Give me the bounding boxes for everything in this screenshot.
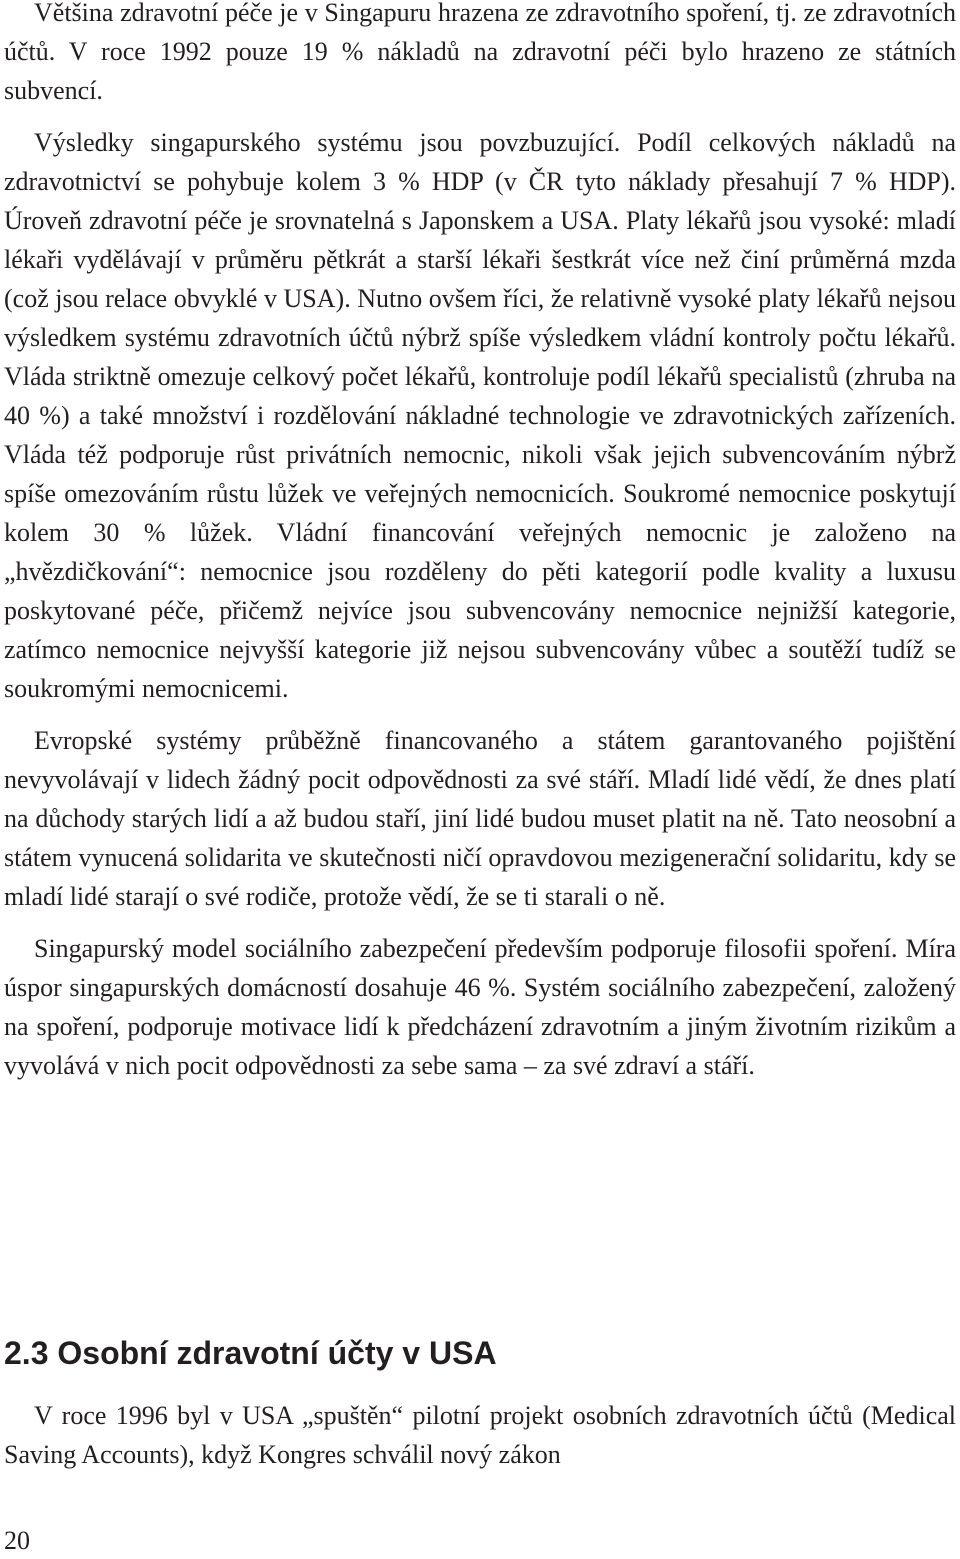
- page-body: [4, 0, 956, 1085]
- paragraph-usa-msa: V roce 1996 byl v USA „spuštěn“ pilotní projekt osobních zdravotních účtů (Medical Saving Accounts), když Kongres schválil nový zákon: [4, 1401, 956, 1469]
- paragraph-singapore-model: Singapurský model sociálního zabezpečení především podporuje filosofii spoření. Míra úspor singapurských domácností dosahuje 46 %. Systém sociálního zabezpečení, založený na spoření, podporuje motivace lidí k předcházení zdravotním a jiným životním rizikům a vyvolává v nich pocit odpovědnosti za sebe sama – za své zdraví a stáří.: [4, 934, 956, 1080]
- paragraph-european-systems: Evropské systémy průběžně financovaného a státem garantovaného pojištění nevyvolávají v lidech žádný pocit odpovědnosti za své stáří. Mladí lidé vědí, že dnes platí na důchody starých lidí a až budou staří, jiní lidé budou muset platit na ně. Tato neosobní a státem vynucená solidarita ve skutečnosti ničí opravdovou mezigenerační solidaritu, kdy se mladí lidé starají o své rodiče, protože vědí, že se ti starali o ně.: [4, 726, 956, 911]
- paragraph-results: Výsledky singapurského systému jsou povzbuzující. Podíl celkových nákladů na zdravotnictví se pohybuje kolem 3 % HDP (v ČR tyto náklady přesahují 7 % HDP). Úroveň zdravotní péče je srovnatelná s Japonskem a USA. Platy lékařů jsou vysoké: mladí lékaři vydělávají v průměru pětkrát a starší lékaři šestkrát více než činí průměrná mzda (což jsou relace obvyklé v USA). Nutno ovšem říci, že relativně vysoké platy lékařů nejsou výsledkem systému zdravotních účtů nýbrž spíše výsledkem vládní kontroly počtu lékařů. Vláda striktně omezuje celkový počet lékařů, kontroluje podíl lékařů specialistů (zhruba na 40 %) a také množství i rozdělování nákladné technologie ve zdravotnických zařízeních. Vláda též podporuje růst privátních nemocnic, nikoli však jejich subvencováním nýbrž spíše omezováním růstu lůžek ve veřejných nemocnicích. Soukromé nemocnice poskytují kolem 30 % lůžek. Vládní financování veřejných nemocnic je založeno na „hvězdičkování“: nemocnice jsou rozděleny do pěti kategorií podle kvality a luxusu poskytované péče, přičemž nejvíce jsou subvencovány nemocnice nejnižší kategorie, zatímco nemocnice nejvyšší kategorie již nejsou subvencovány vůbec a soutěží tudíž se soukromými nemocnicemi.: [4, 128, 956, 703]
- page-number: 20: [4, 1526, 30, 1555]
- paragraph-financing: Většina zdravotní péče je v Singapuru hrazena ze zdravotního spoření, tj. ze zdravotních účtů. V roce 1992 pouze 19 % nákladů na zdravotní péči bylo hrazeno ze státních subvencí.: [4, 0, 956, 105]
- section-heading: 2.3 Osobní zdravotní účty v USA: [4, 1335, 497, 1371]
